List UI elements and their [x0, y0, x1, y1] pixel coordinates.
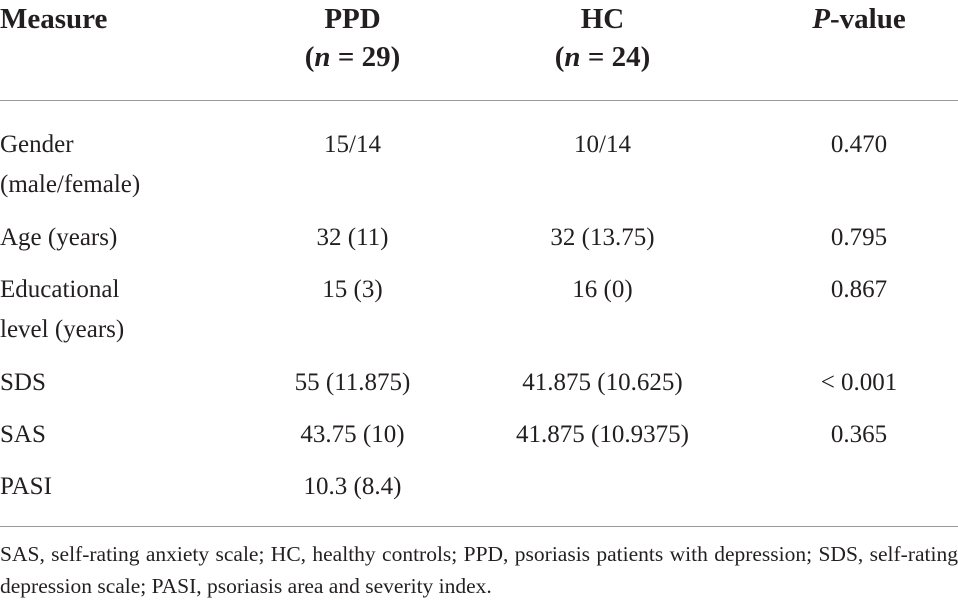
row-pasi-ppd: 10.3 (8.4): [303, 473, 402, 500]
row-age-ppd: 32 (11): [316, 224, 389, 251]
header-hc-n: (n = 24): [554, 41, 651, 73]
row-sas-p-value: 0.365: [830, 421, 888, 448]
header-p-value: [745, 0, 958, 38]
row-age-p-value: 0.795: [830, 224, 888, 251]
table-footnote: SAS, self-rating anxiety scale; HC, healthy controls; PPD, psoriasis patients with depression; SDS, self-rating depression scale; PASI, psoriasis area and severity index.: [0, 542, 958, 598]
row-sas-ppd: 43.75 (10): [300, 421, 405, 448]
header-divider: [0, 100, 958, 101]
row-age-measure: Age (years): [0, 224, 118, 251]
row-gender-ppd: 15/14: [324, 131, 381, 158]
header-ppd-n: (n = 29): [304, 41, 401, 73]
header-ppd-label: PPD: [324, 3, 381, 35]
row-gender-measure: [0, 125, 220, 205]
header-measure-label: Measure: [0, 3, 108, 35]
row-sds-p-value: < 0.001: [820, 369, 898, 396]
footnote-divider: [0, 526, 958, 527]
row-education-measure: [0, 270, 220, 350]
header-ppd: [230, 0, 475, 76]
row-education-measure-line1: Educational: [0, 276, 120, 303]
row-education-hc: 16 (0): [572, 276, 633, 303]
row-pasi-measure: PASI: [0, 473, 52, 500]
row-age-hc: 32 (13.75): [550, 224, 655, 251]
row-education-ppd: 15 (3): [322, 276, 383, 303]
row-gender-measure-line2: (male/female): [0, 171, 141, 198]
header-measure: [0, 0, 107, 38]
header-hc: [480, 0, 725, 76]
header-hc-label: HC: [580, 3, 625, 35]
row-gender-measure-line1: Gender: [0, 131, 74, 158]
row-sds-hc: 41.875 (10.625): [522, 369, 683, 396]
row-education-p-value: 0.867: [830, 276, 888, 303]
row-sas-hc: 41.875 (10.9375): [516, 421, 689, 448]
row-sds-ppd: 55 (11.875): [294, 369, 411, 396]
row-gender-hc: 10/14: [574, 131, 631, 158]
row-gender-p-value: 0.470: [830, 131, 888, 158]
row-education-measure-line2: level (years): [0, 316, 125, 343]
row-sds-measure: SDS: [0, 369, 46, 396]
header-p-value-label: P-value: [812, 3, 906, 35]
row-sas-measure: SAS: [0, 421, 46, 448]
